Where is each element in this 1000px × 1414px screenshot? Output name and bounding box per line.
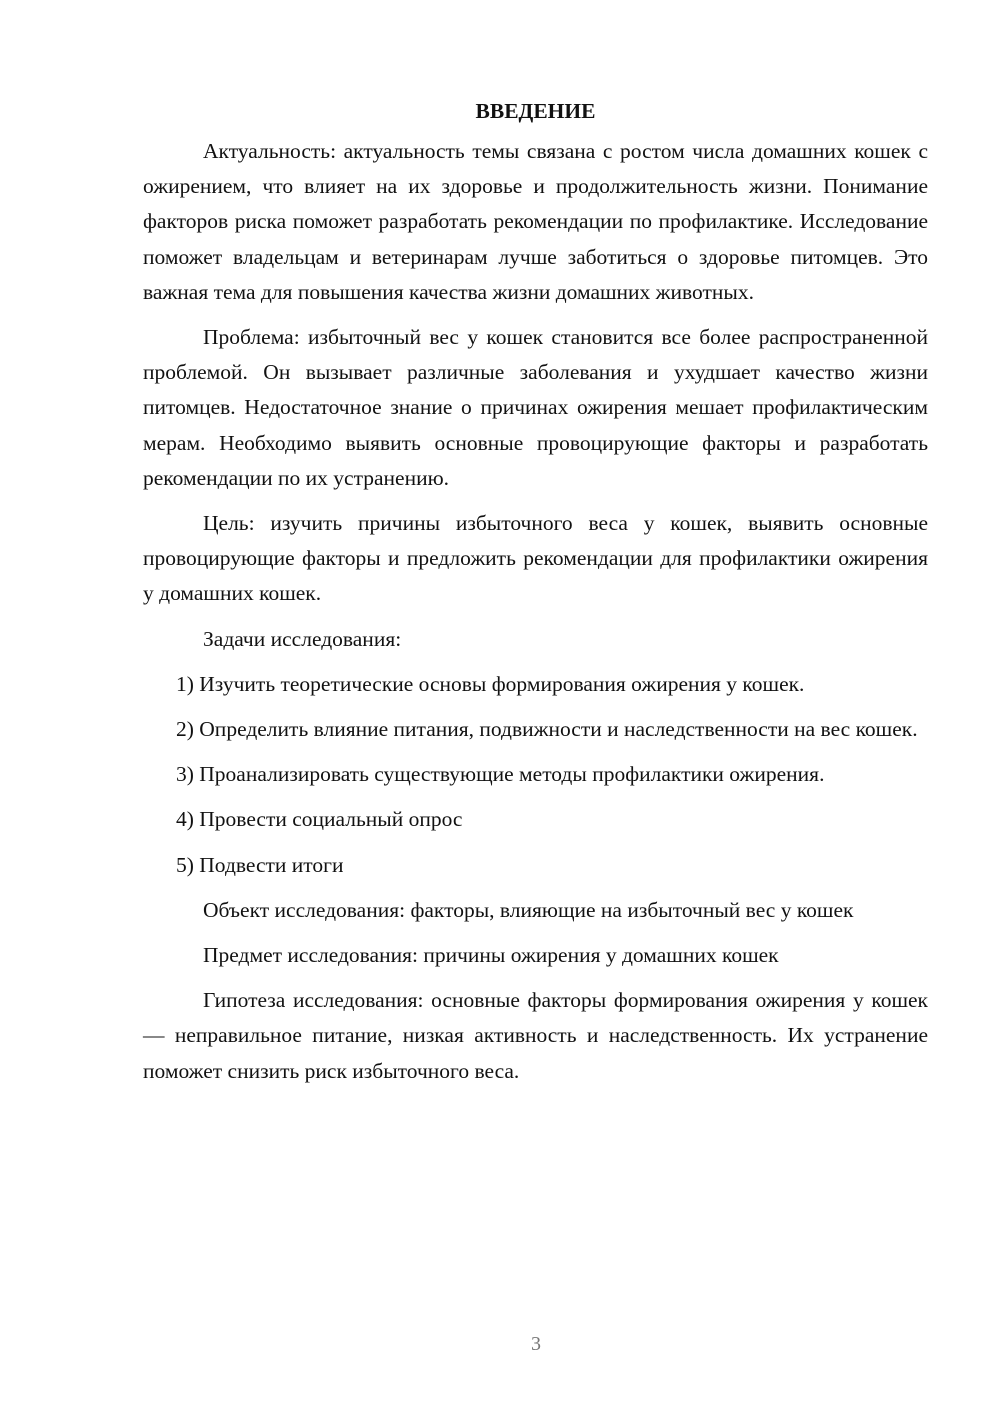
- paragraph-problem: Проблема: избыточный вес у кошек становится все более распространенной проблемой. Он вызывает различные заболевания и ухудшает качество жизни питомцев. Недостаточное знание о причинах ожирения мешает профилактическим мерам. Необходимо выявить основные провоцирующие факторы и разработать рекомендации по их устранению.: [143, 325, 928, 490]
- tasks-heading: Задачи исследования:: [203, 626, 402, 651]
- paragraph-object: Объект исследования: факторы, влияющие на избыточный вес у кошек: [203, 897, 854, 922]
- paragraph-subject: Предмет исследования: причины ожирения у домашних кошек: [203, 943, 779, 968]
- task-item-5: 5) Подвести итоги: [176, 852, 344, 877]
- paragraph-goal: Цель: изучить причины избыточного веса у кошек, выявить основные провоцирующие факторы и предложить рекомендации для профилактики ожирения у домашних кошек.: [143, 511, 928, 606]
- page-number: 3: [531, 1333, 541, 1355]
- task-item-1: 1) Изучить теоретические основы формирования ожирения у кошек.: [176, 671, 805, 696]
- page-content: [143, 96, 928, 1099]
- task-item-2: 2) Определить влияние питания, подвижности и наследственности на вес кошек.: [176, 717, 918, 742]
- task-item-4: 4) Провести социальный опрос: [176, 807, 463, 832]
- task-item-3: 3) Проанализировать существующие методы профилактики ожирения.: [176, 762, 825, 787]
- paragraph-relevance: Актуальность: актуальность темы связана с ростом числа домашних кошек с ожирением, что влияет на их здоровье и продолжительность жизни. Понимание факторов риска поможет разработать рекомендации по профилактике. Исследование поможет владельцам и ветеринарам лучше заботиться о здоровье питомцев. Это важная тема для повышения качества жизни домашних животных.: [143, 139, 928, 304]
- paragraph-hypothesis: Гипотеза исследования: основные факторы формирования ожирения у кошек — неправильное питание, низкая активность и наследственность. Их устранение поможет снизить риск избыточного веса.: [143, 988, 928, 1083]
- section-title: ВВЕДЕНИЕ: [475, 99, 596, 123]
